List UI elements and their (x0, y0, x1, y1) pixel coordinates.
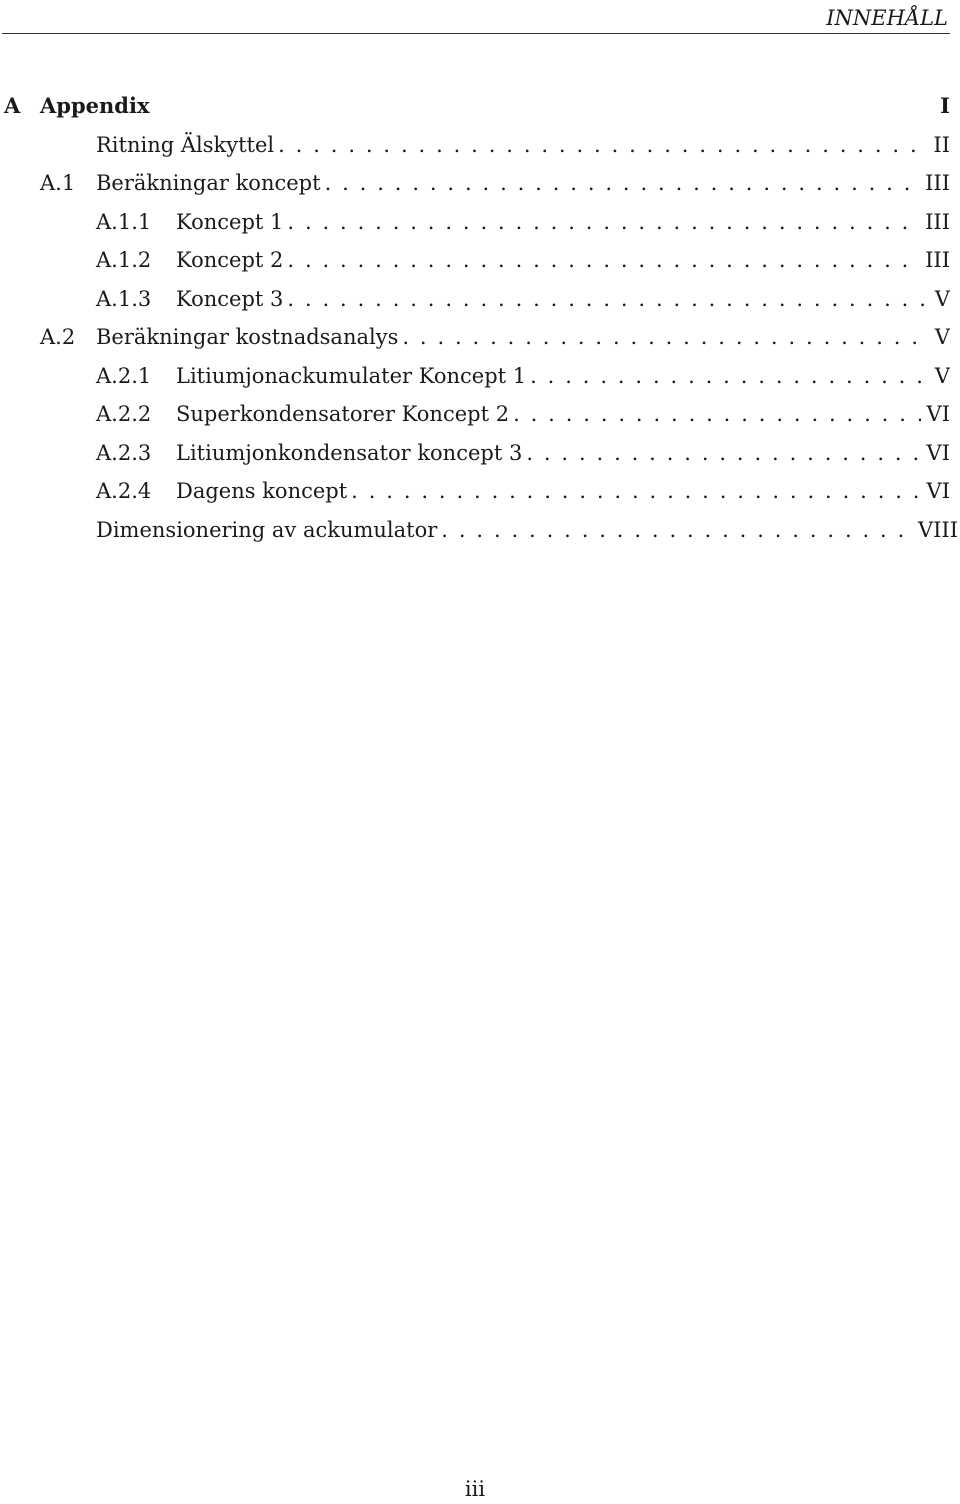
toc-entry-title: Ritning Älskyttel (96, 133, 275, 157)
toc-entry-page: V (934, 325, 950, 349)
toc-entry[interactable] (0, 207, 950, 237)
toc-entry-title: Beräkningar kostnadsanalys (96, 325, 399, 349)
table-of-contents (0, 91, 960, 542)
toc-dot-leader (278, 130, 927, 160)
toc-entry-number: A.1.2 (96, 248, 152, 272)
toc-dot-leader (287, 245, 919, 275)
toc-entry-number: A.1.1 (96, 210, 152, 234)
toc-entry[interactable] (0, 476, 950, 506)
toc-dot-leader (325, 168, 920, 198)
toc-entry-title: Dimensionering av ackumulator (96, 518, 438, 542)
toc-dot-leader (287, 284, 928, 314)
toc-entry-page: V (934, 287, 950, 311)
toc-entry-number: A.2.1 (96, 364, 152, 388)
toc-entry-page: VIII (917, 518, 958, 542)
toc-entry[interactable] (0, 322, 950, 352)
toc-entry-page: II (933, 133, 950, 157)
toc-dot-leader (513, 399, 920, 429)
toc-entry-title: Dagens koncept (176, 479, 348, 503)
header-rule (2, 33, 950, 34)
toc-entry-page: VI (926, 402, 950, 426)
toc-entry-title: Koncept 1 (176, 210, 284, 234)
toc-entry-page: III (925, 171, 950, 195)
toc-entry-page: VI (926, 479, 950, 503)
toc-entry[interactable] (0, 130, 950, 160)
toc-part-title: Appendix (40, 93, 150, 118)
toc-dot-leader (351, 476, 920, 506)
running-header: INNEHÅLL (826, 6, 948, 30)
toc-entry-page: VI (926, 441, 950, 465)
toc-part-page: I (940, 93, 950, 118)
toc-entry[interactable] (0, 168, 950, 198)
toc-entry-page: V (934, 364, 950, 388)
toc-dot-leader (530, 361, 929, 391)
toc-entry-title: Beräkningar koncept (96, 171, 321, 195)
toc-entry-number: A.2.2 (96, 402, 152, 426)
toc-part-number: A (4, 93, 21, 118)
toc-entry[interactable] (0, 438, 950, 468)
toc-entry-number: A.2 (40, 325, 76, 349)
toc-dot-leader (287, 207, 919, 237)
toc-dot-leader (526, 438, 920, 468)
toc-entry-number: A.1 (40, 171, 76, 195)
toc-entry-title: Koncept 3 (176, 287, 284, 311)
page-number: iii (464, 1477, 486, 1501)
toc-entry[interactable] (0, 245, 950, 275)
toc-entry-page: III (925, 248, 950, 272)
toc-entry-title: Superkondensatorer Koncept 2 (176, 402, 510, 426)
toc-entry[interactable] (0, 284, 950, 314)
toc-entry-number: A.2.4 (96, 479, 152, 503)
toc-entry-title: Litiumjonkondensator koncept 3 (176, 441, 523, 465)
toc-part-heading[interactable] (0, 91, 960, 126)
toc-entry[interactable] (0, 399, 950, 429)
toc-dot-leader (402, 322, 928, 352)
toc-dot-leader (441, 515, 912, 545)
toc-entry-number: A.2.3 (96, 441, 152, 465)
toc-entry-title: Litiumjonackumulater Koncept 1 (176, 364, 527, 388)
toc-entry[interactable] (0, 515, 958, 545)
toc-entry-title: Koncept 2 (176, 248, 284, 272)
toc-entry[interactable] (0, 361, 950, 391)
toc-entry-number: A.1.3 (96, 287, 152, 311)
toc-entry-page: III (925, 210, 950, 234)
